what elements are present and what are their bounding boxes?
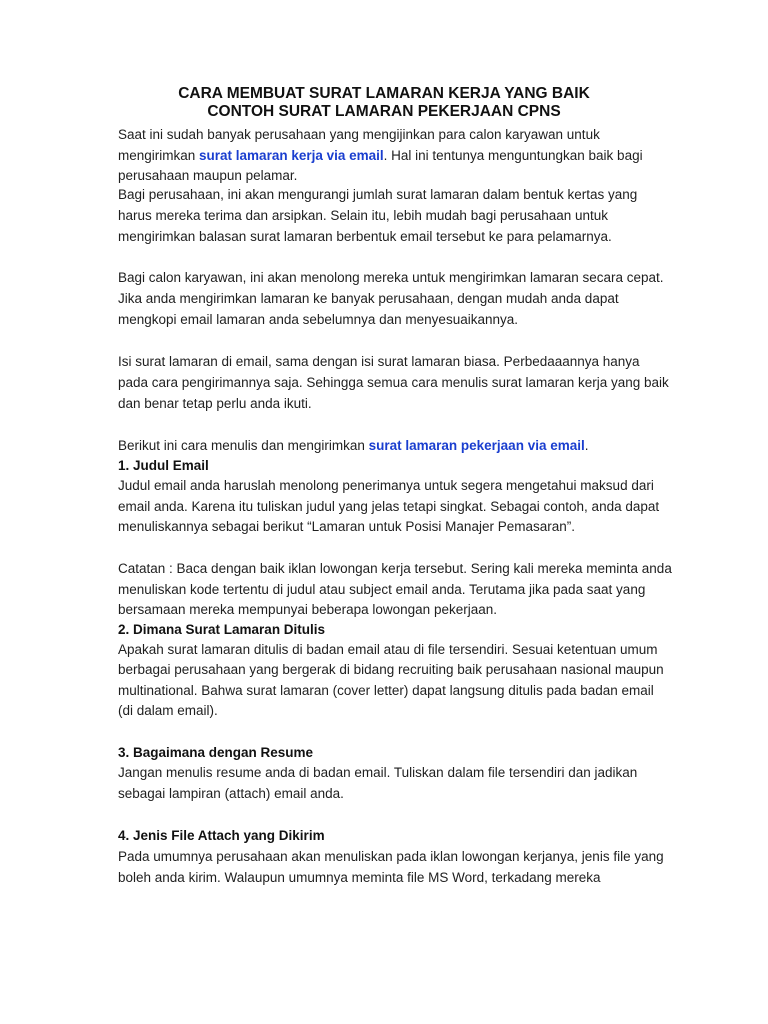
section-1-heading: 1. Judul Email	[118, 458, 209, 473]
link-surat-lamaran-kerja-via-email[interactable]: surat lamaran kerja via email	[199, 148, 384, 163]
content-paragraph-line: pada cara pengirimannya saja. Sehingga semua cara menulis surat lamaran kerja yang baik	[118, 375, 669, 390]
section-3-line: sebagai lampiran (attach) email anda.	[118, 786, 344, 801]
intro-line: perusahaan maupun pelamar.	[118, 168, 298, 183]
section-3-line: Jangan menulis resume anda di badan email. Tuliskan dalam file tersendiri dan jadikan	[118, 765, 638, 780]
intro-line: Bagi perusahaan, ini akan mengurangi jumlah surat lamaran dalam bentuk kertas yang	[118, 187, 638, 202]
steps-intro-line	[118, 437, 589, 455]
note-line: menuliskan kode tertentu di judul atau subject email anda. Terutama jika pada saat yang	[118, 582, 646, 597]
section-2-heading: 2. Dimana Surat Lamaran Ditulis	[118, 622, 326, 637]
document-title-line-1: CARA MEMBUAT SURAT LAMARAN KERJA YANG BAIK	[178, 85, 590, 102]
section-1-line: email anda. Karena itu tuliskan judul yang jelas tetapi singkat. Sebagai contoh, anda dapat	[118, 499, 660, 514]
content-paragraph-line: dan benar tetap perlu anda ikuti.	[118, 396, 312, 411]
section-2-line: berbagai perusahaan yang bergerak di bidang recruiting baik perusahaan nasional maupun	[118, 662, 664, 677]
intro-line: Saat ini sudah banyak perusahaan yang mengijinkan para calon karyawan untuk	[118, 127, 600, 142]
section-2-line: multinational. Bahwa surat lamaran (cover letter) dapat langsung ditulis pada badan email	[118, 683, 654, 698]
section-4-line: boleh anda kirim. Walaupun umumnya meminta file MS Word, terkadang mereka	[118, 870, 601, 885]
section-3-heading: 3. Bagaimana dengan Resume	[118, 745, 314, 760]
candidate-paragraph-line: mengkopi email lamaran anda sebelumnya dan menyesuaikannya.	[118, 312, 518, 327]
candidate-paragraph-line: Bagi calon karyawan, ini akan menolong mereka untuk mengirimkan lamaran secara cepat.	[118, 270, 664, 285]
steps-intro-text: .	[584, 438, 589, 453]
note-line: bersamaan mereka mempunyai beberapa lowongan pekerjaan.	[118, 602, 497, 617]
section-4-heading: 4. Jenis File Attach yang Dikirim	[118, 828, 325, 843]
section-2-line: (di dalam email).	[118, 703, 218, 718]
document-title-line-2: CONTOH SURAT LAMARAN PEKERJAAN CPNS	[207, 103, 561, 120]
intro-line: mengirimkan balasan surat lamaran berbentuk email tersebut ke para pelamarnya.	[118, 229, 612, 244]
intro-line-with-link	[118, 147, 643, 165]
link-surat-lamaran-pekerjaan-via-email[interactable]: surat lamaran pekerjaan via email	[368, 438, 585, 453]
section-1-line: Judul email anda haruslah menolong penerimanya untuk segera mengetahui maksud dari	[118, 478, 654, 493]
section-1-line: menuliskannya sebagai berikut “Lamaran untuk Posisi Manajer Pemasaran”.	[118, 519, 575, 534]
content-paragraph-line: Isi surat lamaran di email, sama dengan isi surat lamaran biasa. Perbedaaannya hanya	[118, 354, 640, 369]
intro-text: mengirimkan	[118, 148, 200, 163]
section-4-line: Pada umumnya perusahaan akan menuliskan pada iklan lowongan kerjanya, jenis file yang	[118, 849, 664, 864]
steps-intro-text: Berikut ini cara menulis dan mengirimkan	[118, 438, 369, 453]
candidate-paragraph-line: Jika anda mengirimkan lamaran ke banyak perusahaan, dengan mudah anda dapat	[118, 291, 619, 306]
section-2-line: Apakah surat lamaran ditulis di badan email atau di file tersendiri. Sesuai ketentuan umum	[118, 642, 658, 657]
note-line: Catatan : Baca dengan baik iklan lowongan kerja tersebut. Sering kali mereka meminta anda	[118, 561, 672, 576]
intro-text: . Hal ini tentunya menguntungkan baik bagi	[383, 148, 643, 163]
intro-line: harus mereka terima dan arsipkan. Selain itu, lebih mudah bagi perusahaan untuk	[118, 208, 609, 223]
